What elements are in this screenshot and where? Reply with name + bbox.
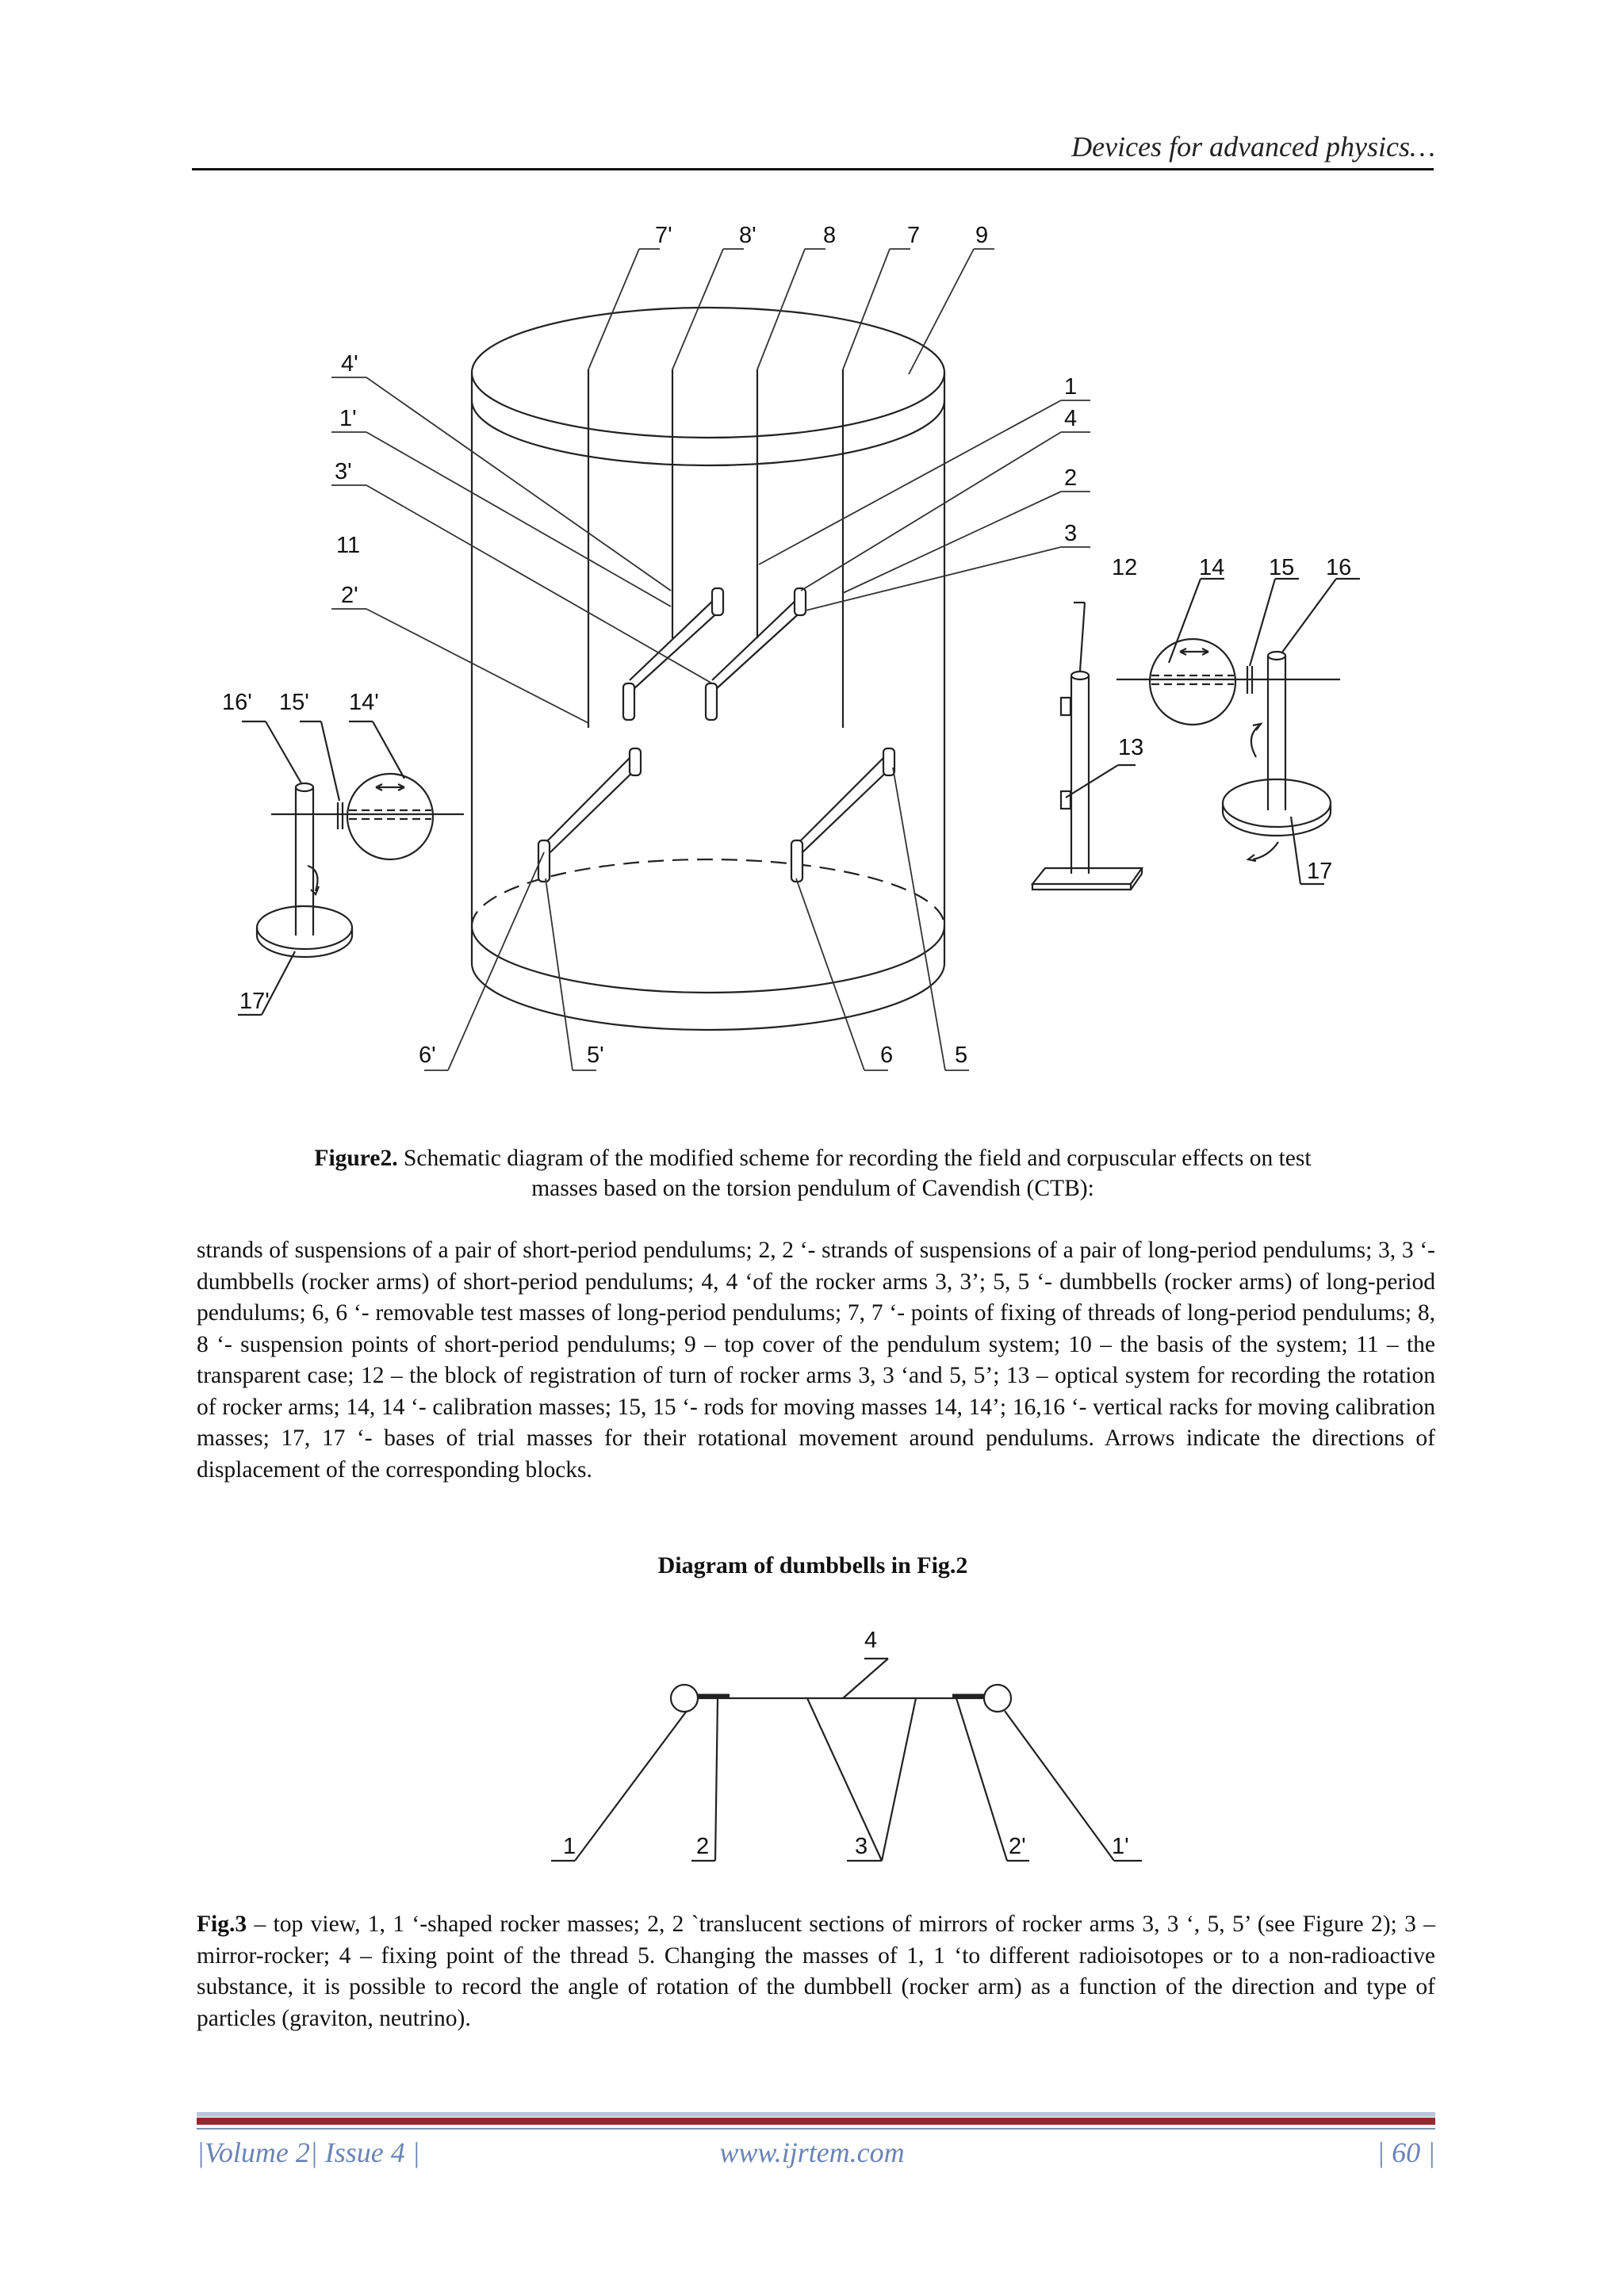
fig2-label-17prime: 17' — [239, 989, 270, 1014]
fig2-label-14: 14 — [1199, 555, 1225, 580]
fig2-label-16prime: 16' — [222, 690, 252, 715]
figure-2-caption-line2: masses based on the torsion pendulum of Cavendish (CTB): — [531, 1176, 1094, 1201]
fig2-label-11: 11 — [336, 533, 361, 558]
fig2-label-6: 6 — [880, 1043, 894, 1068]
fig2-label-7: 7 — [907, 223, 921, 248]
figure-2-caption-label: Figure2. — [314, 1146, 398, 1171]
fig3-label-1prime: 1' — [1112, 1834, 1129, 1859]
fig2-label-15prime: 15' — [279, 690, 309, 715]
fig2-label-3: 3 — [1064, 521, 1078, 546]
figure-3-labels — [0, 1601, 1624, 1863]
fig3-label-1: 1 — [563, 1834, 576, 1859]
fig3-label-3: 3 — [855, 1834, 868, 1859]
figure-2-caption-line1: Schematic diagram of the modified scheme for recording the field and corpuscular effects on test — [397, 1146, 1312, 1171]
fig2-label-17: 17 — [1307, 859, 1333, 884]
figure-2-legend-paragraph: strands of suspensions of a pair of short-period pendulums; 2, 2 ‘- strands of suspensions of a pair of long-period pendulums; 3, 3 ‘- dumbbells (rocker arms) of short-period pendulums; 4, 4 ‘of the rocker arms 3, 3’; 5, 5 ‘- dumbbells (rocker arms) of long-period pendulums; 6, 6 ‘- removable test masses of long-period pendulums; 7, 7 ‘- points of fixing of threads of long-period pendulums; 8, 8 ‘- suspension points of short-period pendulums; 9 – top cover of the pendulum system; 10 – the basis of the system; 11 – the transparent case; 12 – the block of registration of turn of rocker arms 3, 3 ‘and 5, 5’; 13 – optical system for recording the rotation of rocker arms; 14, 14 ‘- calibration masses; 15, 15 ‘- rods for moving masses 14, 14’; 16,16 ‘- vertical racks for moving calibration masses; 17, 17 ‘- bases of trial masses for their rotational movement around pendulums. Arrows indicate the directions of displacement of the corresponding blocks. — [197, 1238, 1435, 1483]
footer-bar-dark — [197, 2118, 1435, 2125]
fig2-label-5prime: 5' — [587, 1043, 604, 1068]
fig2-label-1prime: 1' — [339, 406, 357, 431]
fig3-label-4: 4 — [864, 1628, 878, 1653]
figure-2-caption — [192, 1143, 1434, 1203]
fig3-label-2prime: 2' — [1009, 1834, 1026, 1859]
fig2-label-2prime: 2' — [341, 583, 358, 608]
dumbbell-diagram-heading: Diagram of dumbbells in Fig.2 — [657, 1552, 968, 1578]
figure-2-diagram — [0, 0, 1624, 1110]
fig2-label-5: 5 — [955, 1043, 968, 1068]
footer-site-link[interactable]: www.ijrtem.com — [719, 2137, 905, 2168]
fig2-label-13: 13 — [1118, 735, 1144, 760]
fig2-label-6prime: 6' — [419, 1043, 436, 1068]
figure-3-caption-text: – top view, 1, 1 ‘-shaped rocker masses; 2, 2 `translucent sections of mirrors of rocker arms 3, 3 ‘, 5, 5’ (see Figure 2); 3 – mirror-rocker; 4 – fixing point of the thread 5. Changing the masses of 1, 1 ‘to different radioisotopes or to a non-radioactive substance, it is possible to record the angle of rotation of the dumbbell (rocker arm) as a function of the direction and type of particles (graviton, neutrino). — [197, 1911, 1435, 2031]
fig2-label-7prime: 7' — [655, 223, 672, 248]
fig2-label-4: 4 — [1064, 406, 1078, 431]
footer-bar-light — [197, 2112, 1435, 2117]
fig2-label-14prime: 14' — [349, 690, 379, 715]
fig2-label-2: 2 — [1064, 465, 1078, 491]
footer-page-number: | 60 | — [1377, 2137, 1435, 2168]
fig2-label-8prime: 8' — [739, 223, 756, 248]
fig2-label-4prime: 4' — [341, 351, 358, 377]
fig2-label-9: 9 — [975, 223, 989, 248]
fig3-label-2: 2 — [696, 1834, 710, 1859]
fig2-label-15: 15 — [1269, 555, 1295, 580]
fig2-label-3prime: 3' — [335, 459, 352, 484]
fig2-label-12: 12 — [1112, 555, 1138, 580]
figure-3-caption — [197, 1909, 1435, 2034]
footer-volume: |Volume 2| Issue 4 | — [197, 2137, 420, 2168]
running-header: Devices for advanced physics… — [1071, 131, 1435, 163]
fig2-label-16: 16 — [1326, 555, 1352, 580]
fig2-label-1: 1 — [1064, 374, 1078, 400]
fig2-label-8: 8 — [823, 223, 837, 248]
footer-rule — [197, 2128, 1435, 2130]
figure-3-caption-label: Fig.3 — [197, 1911, 247, 1937]
